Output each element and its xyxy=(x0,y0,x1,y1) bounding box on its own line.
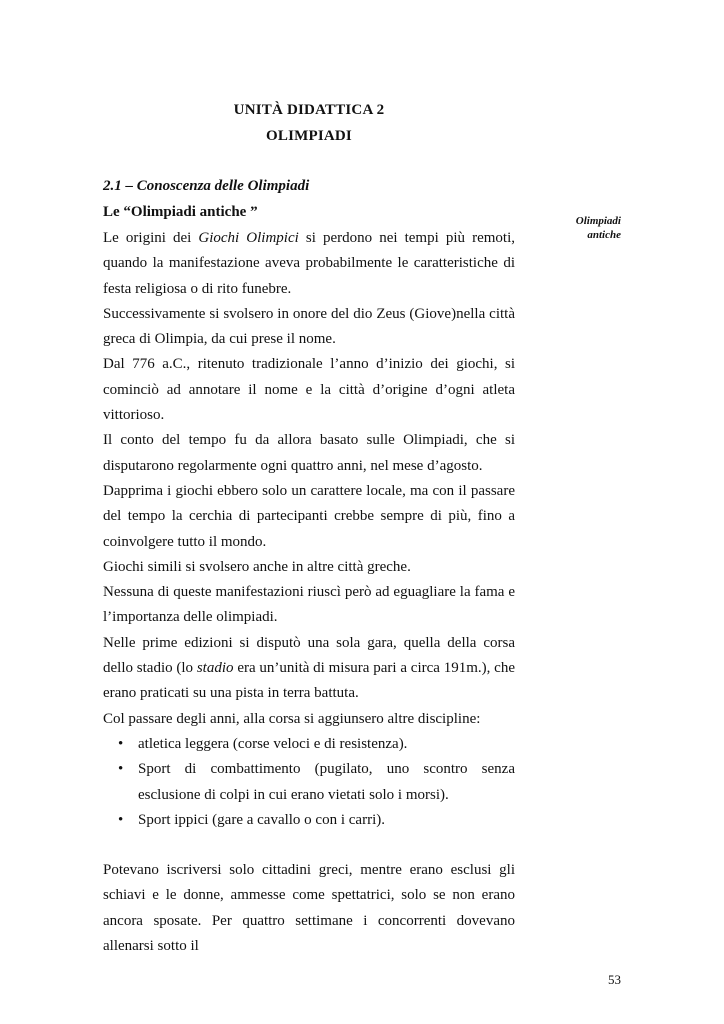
unit-title: OLIMPIADI xyxy=(266,128,352,144)
paragraph-10: Potevano iscriversi solo cittadini greci, mentre erano esclusi gli schiavi e le donne, ammesse come spettatrici, solo se non erano ancora sposate. Per quattro settimane i concorrenti dovevano allenarsi sotto il xyxy=(103,862,515,955)
paragraph-1 xyxy=(103,226,515,302)
list-item-text: atletica leggera (corse veloci e di resistenza). xyxy=(138,735,408,752)
paragraph-8-italic: stadio xyxy=(196,660,234,677)
paragraph-9: Col passare degli anni, alla corsa si aggiunsero altre discipline: xyxy=(103,710,481,727)
paragraph-8 xyxy=(103,631,515,707)
paragraph-8-text-a: Nelle prime edizioni si disputò una sola gara, quella della corsa dello stadio (lo xyxy=(103,634,515,677)
paragraph-2: Successivamente si svolsero in onore del dio Zeus (Giove)nella città greca di Olimpia, da cui prese il nome. xyxy=(103,305,515,348)
page-number: 53 xyxy=(608,972,621,987)
paragraph-1-text-a: Le origini dei xyxy=(103,230,199,246)
list-item xyxy=(103,732,515,757)
margin-note xyxy=(545,214,621,242)
margin-note-line-2: antiche xyxy=(587,229,621,241)
list-item xyxy=(103,757,515,808)
discipline-list xyxy=(103,732,515,833)
body-text xyxy=(103,226,515,959)
paragraph-1-text-b: si perdono nei tempi più remoti, quando la manifestazione aveva probabilmente le caratteristiche di festa religiosa o di rito funebre. xyxy=(103,230,515,297)
margin-note-line-1: Olimpiadi xyxy=(575,215,621,227)
bullet-icon: • xyxy=(118,761,124,778)
list-item-text: Sport di combattimento (pugilato, uno scontro senza esclusione di colpi in cui erano vietati solo i morsi). xyxy=(138,761,515,803)
paragraph-4: Il conto del tempo fu da allora basato sulle Olimpiadi, che si disputarono regolarmente ogni quattro anni, nel mese d’agosto. xyxy=(103,432,515,474)
paragraph-1-italic: Giochi Olimpici xyxy=(198,230,299,246)
bullet-icon: • xyxy=(118,811,124,828)
list-item xyxy=(103,808,515,833)
section-title: 2.1 – Conoscenza delle Olimpiadi xyxy=(103,178,310,194)
paragraph-3: Dal 776 a.C., ritenuto tradizionale l’anno d’inizio dei giochi, si cominciò ad annotare il nome e la città d’origine d’ogni atleta vittorioso. xyxy=(103,356,515,424)
paragraph-5: Dapprima i giochi ebbero solo un carattere locale, ma con il passare del tempo la cerchia di partecipanti crebbe sempre di più, fino a coinvolgere tutto il mondo. xyxy=(103,482,515,550)
subsection-title: Le “Olimpiadi antiche ” xyxy=(103,204,258,220)
bullet-icon: • xyxy=(118,735,124,752)
paragraph-7: Nessuna di queste manifestazioni riuscì però ad eguagliare la fama e l’importanza delle olimpiadi. xyxy=(103,584,515,626)
paragraph-spacer xyxy=(103,833,515,858)
paragraph-6: Giochi simili si svolsero anche in altre città greche. xyxy=(103,558,411,575)
list-item-text: Sport ippici (gare a cavallo o con i carri). xyxy=(138,811,385,828)
unit-heading: UNITÀ DIDATTICA 2 xyxy=(233,102,385,118)
paragraph-8-text-b: era un’unità di misura pari a circa 191m.), che erano praticati su una pista in terra battuta. xyxy=(103,660,515,702)
